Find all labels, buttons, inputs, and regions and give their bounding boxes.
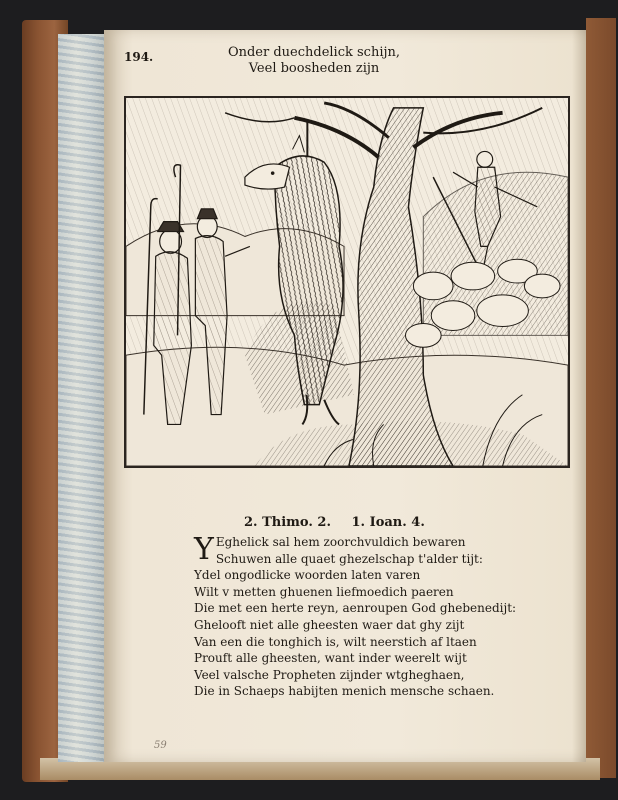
poem-line: Prouft alle gheesten, want inder weerelt wijt <box>194 651 467 666</box>
page-heading <box>204 45 424 77</box>
poem-line: Van een die tonghich is, wilt neerstich af ltaen <box>194 634 477 649</box>
drop-cap: Y <box>194 532 214 567</box>
scripture-references <box>244 515 504 530</box>
marbled-endpaper <box>58 34 106 762</box>
poem-line: Die in Schaeps habijten menich mensche schaen. <box>194 684 495 699</box>
page-number: 194. <box>124 50 154 64</box>
reference-john: 1. Ioan. 4. <box>351 515 425 530</box>
book-cover-right <box>586 18 616 778</box>
heading-line-1: Onder duechdelick schijn, <box>227 45 401 60</box>
poem-line: Ydel ongodlicke woorden laten varen <box>194 568 421 583</box>
engraving-illustration <box>124 96 570 468</box>
poem-line: Veel valsche Propheten zijnder wtgheghaen, <box>194 667 465 682</box>
poem-text <box>194 534 574 700</box>
poem-line: Ghelooft niet alle gheesten waer dat ghy zijt <box>194 617 465 632</box>
heading-line-2: Veel boosheden zijn <box>248 61 380 76</box>
page-edge-shadow <box>572 30 586 762</box>
poem-first-line: Eghelick sal hem zoorchvuldich bewaren <box>215 535 466 549</box>
poem-line: Schuwen alle quaet ghezelschap t'alder tijt: <box>215 551 483 566</box>
poem-line: Die met een herte reyn, aenroupen God ghebenedijt: <box>194 601 517 616</box>
pencil-annotation: 59 <box>154 740 167 751</box>
reference-timothy: 2. Thimo. 2. <box>244 515 331 530</box>
book-page <box>104 30 586 762</box>
engraving-art <box>126 98 568 466</box>
poem-line: Wilt v metten ghuenen liefmoedich paeren <box>194 584 454 599</box>
